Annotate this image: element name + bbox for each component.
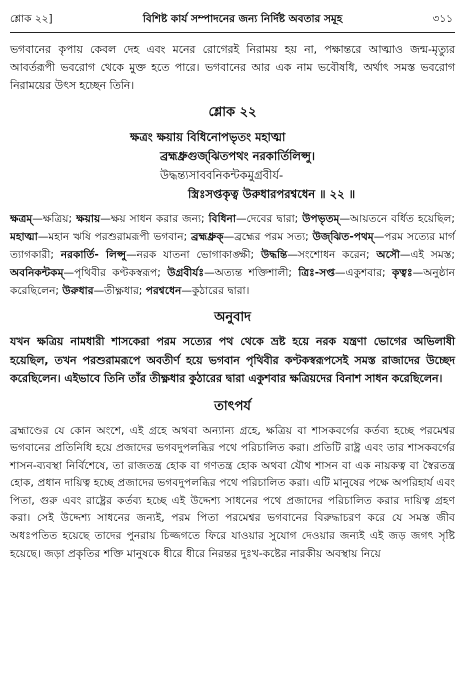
synonym-term: ক্ষত্রম্	[10, 213, 33, 225]
synonym-term: ত্রিঃ-সপ্ত	[298, 267, 335, 279]
synonym-meaning: —ব্রহ্মের পরম সত্য;	[223, 231, 313, 243]
word-synonyms	[10, 210, 455, 300]
synonym-meaning: —একুশবার;	[334, 267, 392, 279]
purport-text: ব্রহ্মাণ্ডের যে কোন অংশে, এই গ্রহে অথবা অন্যান্য গ্রহে, ক্ষত্রিয় বা শাসকবর্গের কর্তব্য হচ্ছে পরমেশ্বর ভগবানের প্রতিনিধি হয়ে প্রজাদের ভগবদুপলব্ধির পথে পরিচালিত করা। প্রতিটি রাষ্ট্র এবং তার শাসকবর্গের শাসন-ব্যবস্থা নির্বিশেষে, তা রাজতন্ত্র হোক বা গণতন্ত্র হোক অথবা যৌথ শাসন বা এক নায়কত্ব বা স্বৈরতন্ত্র হোক, প্রধান দায়িত্ব হচ্ছে প্রজাদের ভগবদুপলব্ধির পথে পরিচালিত করা। এটি মানুষের পক্ষে অপরিহার্য এবং পিতা, গুরু এবং রাষ্ট্রের কর্তব্য হচ্ছে এই উদ্দেশ্য সাধনের পথে প্রজাদের পরিচালিত করার দায়িত্ব গ্রহণ করা। সেই উদ্দেশ্য সাধনের জন্যই, পরম পিতা পরমেশ্বর ভগবানের বিরুদ্ধাচরণ করে যে সমস্ত জীব অধঃপতিত হয়েছে তাদের পুনরায় চিজ্জগতে ফিরে যাওয়ার সুযোগ দেওয়ার জন্যই এই জড় জগৎ সৃষ্টি হয়েছে। জড়া প্রকৃতির শক্তি মানুষকে ধীরে ধীরে নিরন্তর দুঃখ-কষ্টের নারকীয় অবস্থায় নিয়ে	[10, 423, 456, 560]
synonym-term: উরুধার	[62, 285, 94, 297]
synonym-meaning: —তীক্ষ্ণধার;	[93, 285, 146, 297]
verse-line-4: স্ত্রিঃসপ্তকৃত্ব উরুধারপরশ্বধেন ॥ ২২ ॥	[188, 187, 356, 201]
synonym-term: ব্রহ্মধ্রুক্	[191, 231, 224, 243]
synonym-meaning: —ক্ষয় সাধন করার জন্য;	[100, 213, 209, 225]
header-sloka-ref: শ্লোক ২২]	[10, 13, 53, 25]
running-header	[10, 12, 455, 33]
synonym-term: কৃত্বঃ	[392, 267, 413, 279]
header-chapter-title: বিশিষ্ট কার্য সম্পাদনের জন্য নির্দিষ্ট অবতার সমূহ	[142, 13, 343, 25]
synonym-term: অবনিকন্টকম্	[10, 267, 64, 279]
synonym-term: ক্ষয়ায়	[76, 213, 101, 225]
synonym-meaning: —ক্ষত্রিয়;	[32, 213, 77, 225]
synonym-term: উদ্ধন্তি	[260, 249, 288, 261]
page	[10, 12, 455, 562]
synonym-meaning: —দেবের দ্বারা;	[235, 213, 303, 225]
translation-heading: অনুবাদ	[214, 310, 251, 325]
synonym-term: মহাত্মা	[10, 231, 38, 243]
sanskrit-verse	[10, 128, 455, 204]
synonym-term: উপভৃতম্	[302, 213, 340, 225]
synonym-meaning: —অত্যন্ত শক্তিশালী;	[204, 267, 299, 279]
synonym-term: অসৌ	[376, 249, 400, 261]
synonym-term: উগ্রবীর্যঃ	[167, 267, 205, 279]
intro-paragraph: ভগবানের কৃপায় কেবল দেহ এবং মনের রোগেরই নিরাময় হয় না, পক্ষান্তরে আত্মাও জন্ম-মৃত্যুর আবর্তরূপী ভবরোগ থেকে মুক্ত হতে পারে। ভগবানের আর এক নাম ভবৌষধি, অর্থাৎ সমস্ত ভবরোগ নিরাময়ের উৎস হচ্ছেন তিনি।	[10, 43, 455, 92]
synonym-meaning: —নরক যাতনা ভোগাকাঙ্ক্ষী;	[126, 249, 261, 261]
verse-line-2: ব্রহ্মধ্রুগুজ্‌ঝিতপথং নরকার্তিলিপ্সু।	[160, 149, 316, 163]
synonym-meaning: —কুঠারের দ্বারা।	[181, 285, 250, 297]
synonym-meaning: —সংশোধন করেন;	[287, 249, 377, 261]
synonym-term: পরশ্বধেন	[145, 285, 182, 297]
synonym-term: উজ্‌ঝিত-পথম্	[312, 231, 374, 243]
verse-line-3: উদ্ধন্ত্যসাববনিকন্টকমুগ্রবীর্য-	[160, 168, 284, 182]
page-number: ৩১১	[432, 13, 453, 25]
synonym-meaning: —আয়তনে বর্ধিত হয়েছিল;	[339, 213, 455, 225]
synonym-meaning: —পরম সত্যের মার্গ ত্যাগকারী;	[10, 231, 455, 261]
synonym-meaning: —এই সমস্ত;	[399, 249, 455, 261]
synonym-meaning: —পৃথিবীর কণ্টকস্বরূপ;	[63, 267, 168, 279]
verse-line-1: ক্ষত্রং ক্ষয়ায় বিধিনোপভৃতং মহাত্মা	[130, 130, 286, 144]
synonym-meaning: —অনুষ্ঠান করেছিলেন;	[10, 267, 455, 297]
synonym-term: নরকার্তি- লিপ্সু	[60, 249, 127, 261]
synonym-meaning: —মহান ঋষি পরশুরামরূপী ভগবান;	[37, 231, 192, 243]
sloka-heading: শ্লোক ২২	[208, 105, 257, 120]
purport-heading: তাৎপর্য	[214, 398, 251, 414]
translation-text: যখন ক্ষত্রিয় নামধারী শাসকেরা পরম সত্যের পথ থেকে ভ্রষ্ট হয়ে নরক যন্ত্রণা ভোগের অভিলাষী হয়েছিল, তখন পরশুরামরূপে অবতীর্ণ হয়ে ভগবান পৃথিবীর কণ্টকস্বরূপসেই সমস্ত রাজাদের উচ্ছেদ করেছিলেন। এইভাবে তিনি তাঁর তীক্ষ্ণধার কুঠারের দ্বারা একুশবার ক্ষত্রিয়দের বিনাশ সাধন করেছিলেন।	[10, 335, 455, 385]
synonym-term: বিধিনা	[208, 213, 236, 225]
